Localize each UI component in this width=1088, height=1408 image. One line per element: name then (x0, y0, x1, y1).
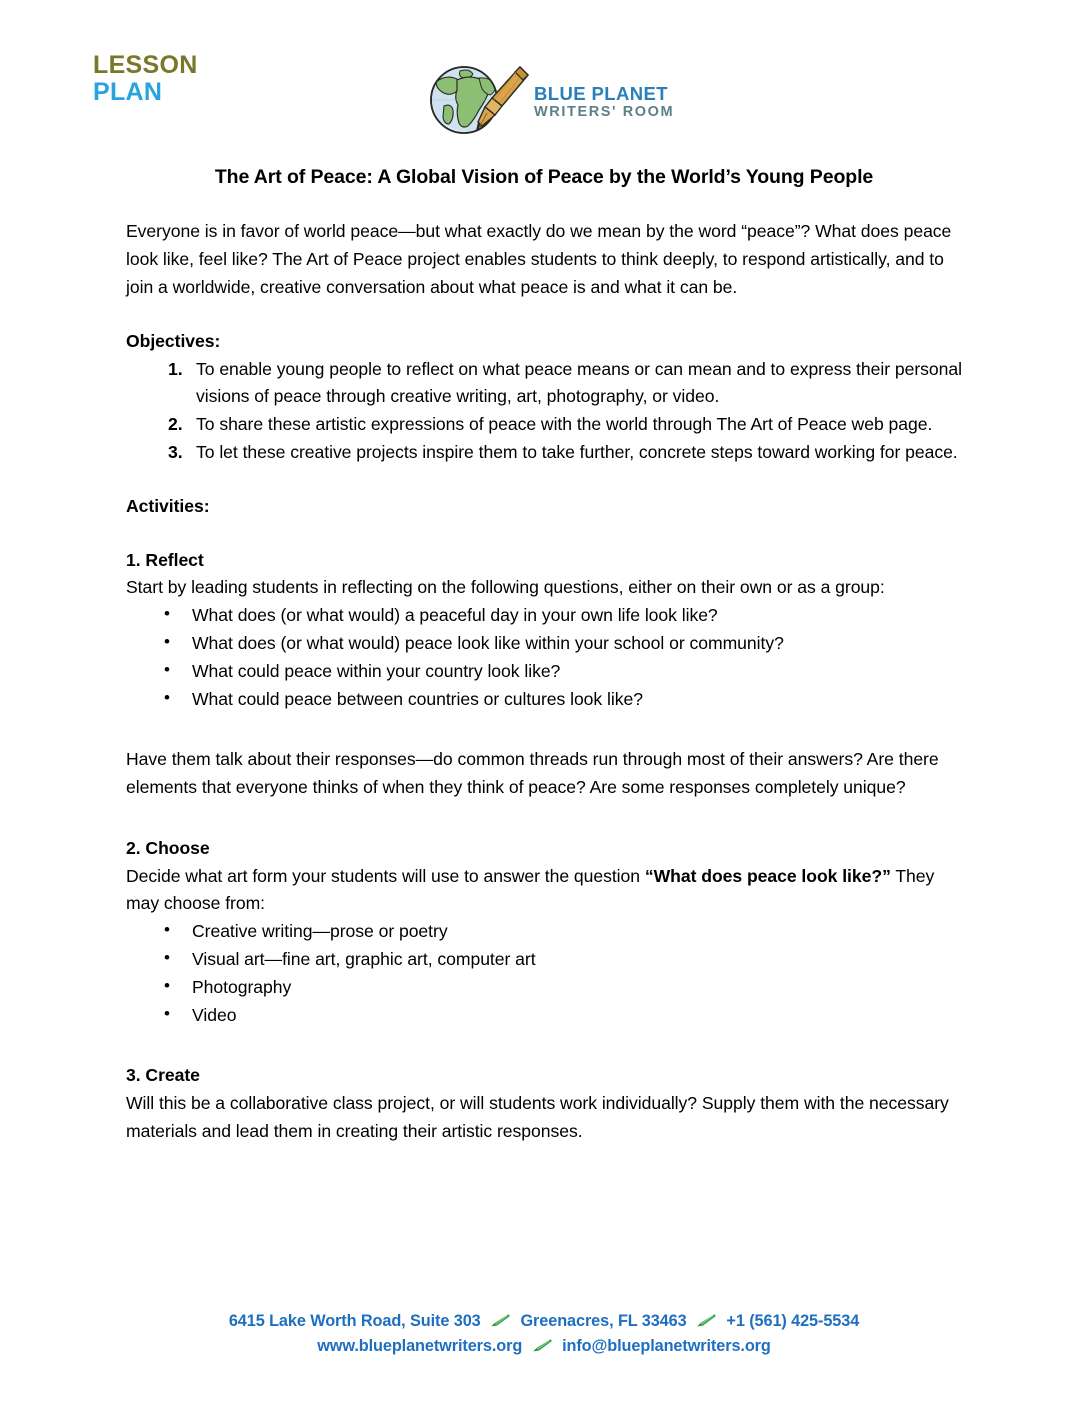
activity-3-body: Will this be a collaborative class project, or will students work individually? Supply them with the necessary materials and lead them in creating their artistic responses. (126, 1093, 949, 1142)
activity-2-lead (126, 863, 962, 919)
footer-city-state-zip: Greenacres, FL 33463 (520, 1311, 687, 1330)
spacer (126, 467, 962, 493)
list-item: • What could peace within your country look like? (126, 658, 962, 686)
footer-email-link[interactable]: info@blueplanetwriters.org (562, 1337, 771, 1356)
spacer (126, 521, 962, 547)
footer-website-link[interactable]: www.blueplanetwriters.org (317, 1337, 523, 1356)
footer-phone[interactable]: +1 (561) 425-5534 (726, 1311, 860, 1330)
page-title: The Art of Peace: A Global Vision of Peace by the World’s Young People (214, 166, 874, 188)
objectives-heading: Objectives: (126, 330, 221, 351)
document-body (126, 165, 962, 1146)
activity-1-heading: 1. Reflect (126, 549, 204, 570)
pen-icon (532, 1338, 553, 1352)
list-item: To let these creative projects inspire them to take further, concrete steps toward working for peace. (196, 441, 958, 462)
activity-2-lead-part1: Decide what art form your students will use to answer the question (126, 865, 645, 886)
reflect-question-list (126, 602, 962, 713)
intro-paragraph: Everyone is in favor of world peace—but what exactly do we mean by the word “peace”? What does peace look like, feel like? The Art of Peace project enables students to think deeply, to respond artistically, and to join a worldwide, creative conversation about what peace is and what it can be. (126, 221, 952, 297)
page-header (0, 0, 1088, 150)
footer-contact-line-2 (0, 1334, 1088, 1360)
spacer (126, 1029, 962, 1062)
spacer (126, 302, 962, 328)
logo-name-primary: BLUE PLANET (534, 83, 668, 104)
activity-2-lead-part2: They may choose from: (126, 865, 935, 914)
plan-word: PLAN (93, 78, 163, 106)
activity-3-heading: 3. Create (126, 1065, 200, 1086)
activities-heading: Activities: (126, 495, 210, 516)
footer-address: 6415 Lake Worth Road, Suite 303 (228, 1311, 481, 1330)
pen-icon (490, 1313, 511, 1327)
list-item: To enable young people to reflect on what peace means or can mean and to express their personal visions of peace through creative writing, art, photography, or video. (196, 358, 962, 407)
lesson-word: LESSON (93, 51, 198, 79)
list-item: • What does (or what would) peace look like within your school or community? (126, 630, 962, 658)
logo-name-secondary: WRITERS' ROOM (534, 104, 675, 121)
activity-2-question: “What does peace look like?” (644, 865, 891, 886)
list-item: • Creative writing—prose or poetry (126, 918, 962, 946)
list-item: • What could peace between countries or cultures look like? (126, 686, 962, 714)
activity-1-closing: Have them talk about their responses—do common threads run through most of their answers? Are there elements that everyone thinks of when they think of peace? Are some responses completely unique? (126, 749, 939, 798)
logo-wordmark (534, 84, 684, 122)
art-form-list (126, 918, 962, 1029)
activity-1-lead: Start by leading students in reflecting on the following questions, either on their own or as a group: (126, 577, 885, 598)
list-item: • Photography (126, 974, 962, 1002)
spacer (126, 802, 962, 835)
list-item: • Video (126, 1002, 962, 1030)
list-item: • What does (or what would) a peaceful day in your own life look like? (126, 602, 962, 630)
list-item: • Visual art—fine art, graphic art, computer art (126, 946, 962, 974)
page-footer (0, 1309, 1088, 1360)
lesson-plan-label (93, 52, 198, 106)
globe-pen-icon (424, 58, 532, 142)
objectives-list (126, 356, 962, 467)
activity-2-heading: 2. Choose (126, 837, 210, 858)
pen-icon (696, 1313, 717, 1327)
list-item: To share these artistic expressions of peace with the world through The Art of Peace web page. (196, 414, 933, 435)
organization-logo (424, 58, 684, 142)
spacer (126, 713, 962, 746)
footer-contact-line-1 (0, 1309, 1088, 1335)
